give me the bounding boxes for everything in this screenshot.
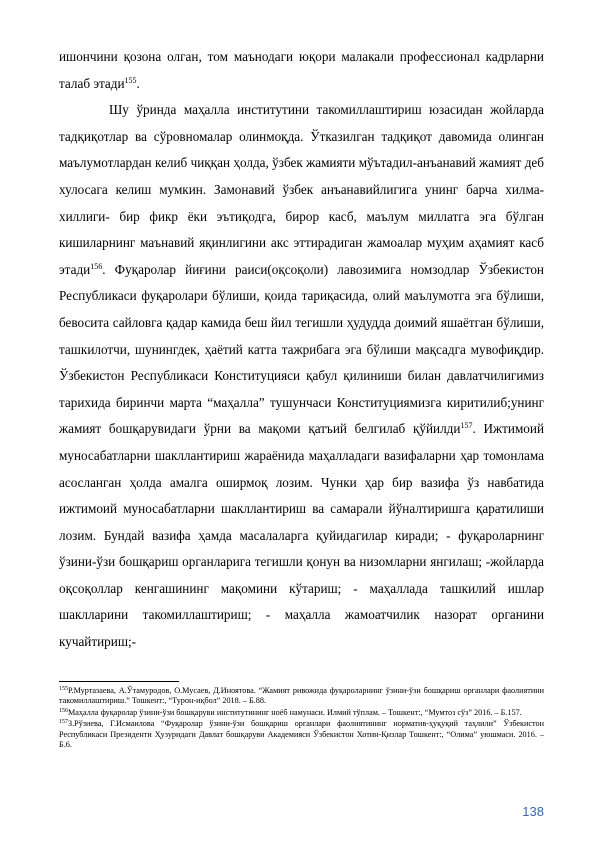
footnote-156 [59, 708, 544, 718]
footnote-ref-156[interactable]: 156 [90, 261, 103, 271]
paragraph-2-part-2: . Фуқаролар йиғини раиси(оқсоқоли) лавозимига номзодлар Ўзбекистон Республикаси фуқаролари бўлиши, қоида тариқасида, олий маълумотга эга бўлиши, бевосита сайловга қадар камида беш йил тегишли ҳудудда доимий яшаётган бўлиши, ташкилотчи, шунингдек, ҳаётий катта тажрибага эга бўлиши мақсадга мувофиқдир. Ўзбекистон Республикаси Конституцияси қабул қилиниши билан давлатчилигимиз тарихида биринчи марта “маҳалла” тушунчаси Конституциямизга киритилиб;унинг жамият бошқарувидаги ўрни ва мақоми қатъий белгилаб қўйилди [59, 261, 544, 437]
footnote-text: Маҳалла фуқаролар ўзини-ўзи бошқаруви институтининг ноёб намунаси. Илмий тўплам. – Тошкент:, “Мумтоз сўз” 2016. – Б.157. [68, 707, 522, 717]
footnote-number: 157 [59, 719, 68, 726]
footnote-text: З.Рўзиева, Г.Исмаилова “Фуқаролар ўзини-ўзи бошқариш органлари фаолиятининг норматив-ҳуқуқий таҳлили” Ўзбекистон Республикаси Президенти Ҳузуридаги Давлат бошқаруви Академияси Ўзбекистон Хотин-Қизлар Тошкент:, “Олима” уюшмаси. 2016. – Б.6. [59, 719, 544, 750]
paragraph-2-part-1: Шу ўринда маҳалла институтини такомиллаштириш юзасидан жойларда тадқиқотлар ва сўровномалар олинмоқда. Ўтказилган тадқиқот давомида олинган маълумотлардан келиб чиққан ҳолда, ўзбек жамияти мўътадил-анъанавий жамият деб хулосага келиш мумкин. Замонавий ўзбек анъанавийлигига унинг барча хилма-хиллиги- бир фикр ёки эътиқодга, бирор касб, маълум миллатга эга бўлган кишиларнинг маънавий яқинлигини акс эттирадиган жамоалар муҳим аҳамият касб этади [59, 102, 544, 277]
footnote-number: 155 [59, 686, 68, 692]
footnote-157 [59, 719, 544, 750]
footnote-155 [59, 686, 544, 707]
paragraph-1-text: ишончини қозона олган, том маънодаги юқори малакали профессионал кадрларни талаб этади [59, 49, 544, 91]
main-text [59, 44, 544, 656]
footnote-divider [59, 681, 179, 682]
paragraph-1-end: . [136, 75, 140, 91]
paragraph-1 [59, 44, 544, 97]
footnotes [59, 686, 544, 751]
footnote-text: Р.Муртазаева, А.Ўтамуродов, О.Мусаев, Д.Иноятова. “Жамият ривожида фуқароларнинг ўзини-ўзи бошқариш органлари фаолиятини такомиллаштириш.” Тошкент:, “Турон-иқбол” 2018. – Б.88. [59, 686, 544, 706]
footnote-number: 156 [59, 707, 68, 714]
paragraph-2-part-3: . Ижтимоий муносабатларни шакллантириш жараёнида маҳалладаги вазифаларни ҳар томонлама асосланган ҳолда амалга оширмоқ лозим. Чунки ҳар бир вазифа ўз навбатида ижтимоий муносабатларни шакллантириш ва самарали йўналтиришга қаратилиши лозим. Бундай вазифа ҳамда масалаларга қуйидагилар киради; - фуқароларнинг ўзини-ўзи бошқариш органларига тегишли қонун ва низомларни янгилаш; -жойларда оқсоқоллар кенгашининг мақомини кўтариш; - маҳаллада ташкилий ишлар шаклларини такомиллаштириш; - маҳалла жамоатчилик назорат органини кучайтириш;- [59, 421, 545, 650]
page-number: 138 [522, 804, 544, 819]
paragraph-2 [59, 97, 544, 655]
footnote-ref-155[interactable]: 155 [124, 75, 137, 85]
footnote-ref-157[interactable]: 157 [460, 421, 473, 431]
